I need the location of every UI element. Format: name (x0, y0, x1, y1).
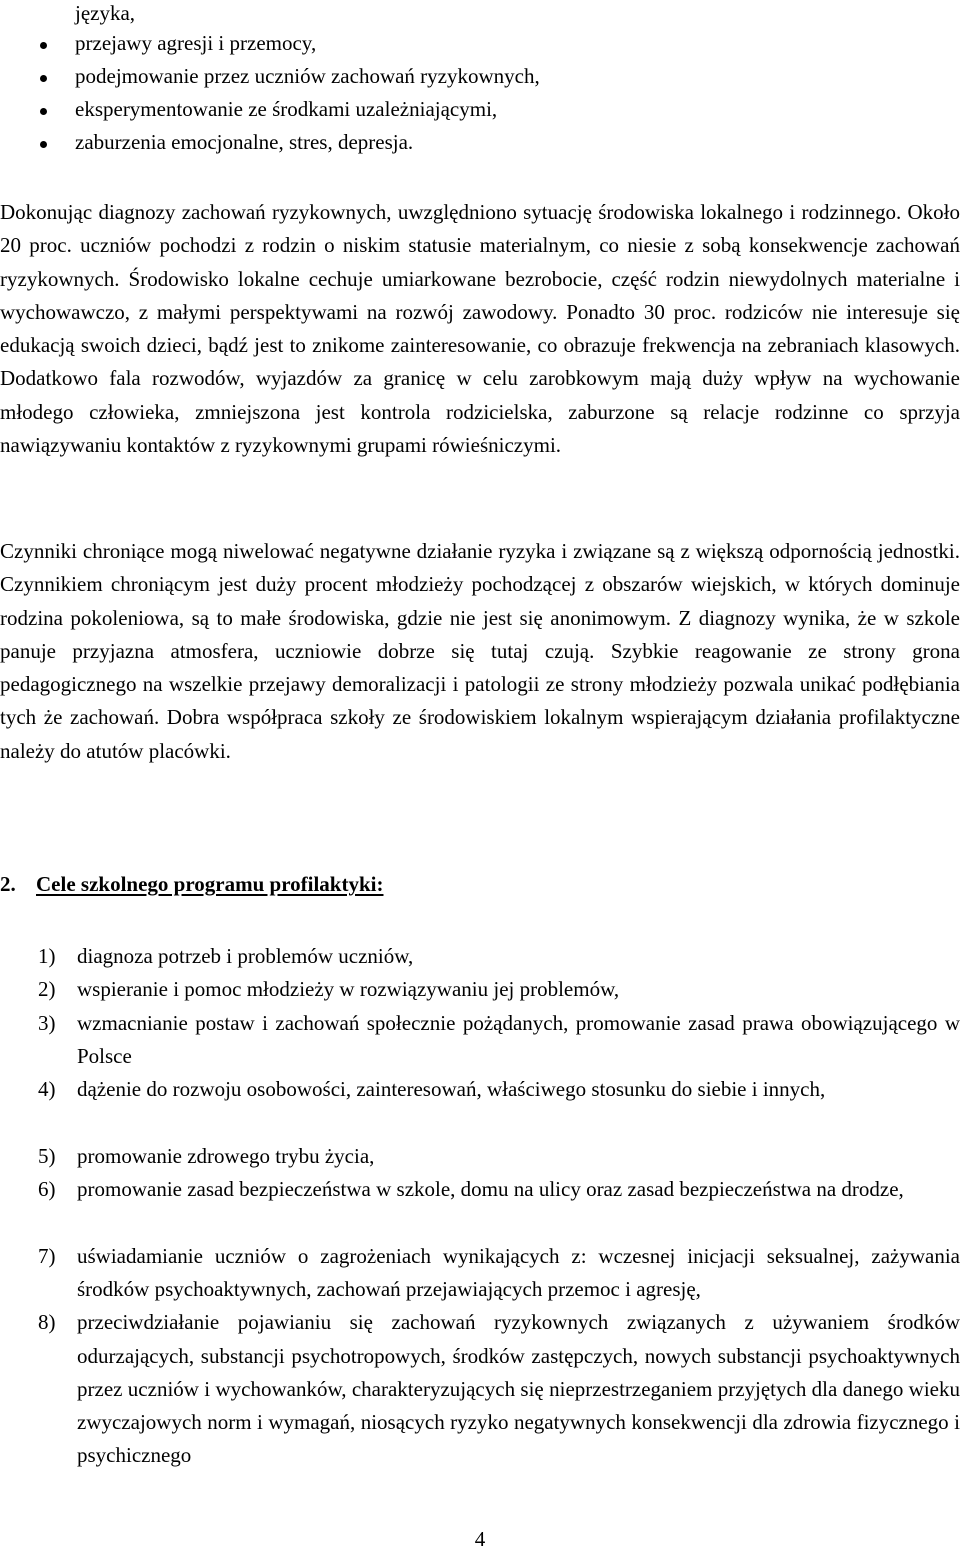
bullet-text: podejmowanie przez uczniów zachowań ryzykownych, (75, 64, 540, 88)
list-item-number: 6) (38, 1177, 56, 1202)
section-heading (0, 872, 383, 897)
list-item-text: diagnoza potrzeb i problemów uczniów, (77, 944, 414, 968)
bullet-text: przejawy agresji i przemocy, (75, 31, 317, 55)
paragraph-diagnosis: Dokonując diagnozy zachowań ryzykownych, uwzględniono sytuację środowiska lokalnego i rodzinnego. Około 20 proc. uczniów pochodzi z rodzin o niskim statusie materialnym, co niesie z sobą konsekwencje zachowań ryzykownych. Środowisko lokalne cechuje umiarkowane bezrobocie, część rodzin niewydolnych materialne i wychowawczo, z małymi perspektywami na rozwój zawodowy. Ponadto 30 proc. rodziców nie interesuje się edukacją swoich dzieci, bądź jest to znikome zainteresowanie, co obrazuje frekwencja na zebraniach klasowych. Dodatkowo fala rozwodów, wyjazdów za granicę w celu zarobkowym mają duży wpływ na wychowanie młodego człowieka, zmniejszona jest kontrola rodzicielska, zaburzone są relacje rodzinne co sprzyja nawiązywaniu kontaktów z ryzykownymi grupami rówieśniczymi. (0, 200, 960, 458)
list-item-number: 1) (38, 944, 56, 968)
list-item-number: 5) (38, 1143, 56, 1168)
list-item-number: 2) (38, 977, 56, 1002)
list-item-text: promowanie zdrowego trybu życia, (77, 1143, 375, 1168)
bullet-text: zaburzenia emocjonalne, stres, depresja. (75, 130, 414, 154)
bullet-text: eksperymentowanie ze środkami uzależniającymi, (75, 97, 498, 121)
list-item-text: wspieranie i pomoc młodzieży w rozwiązywaniu jej problemów, (77, 977, 620, 1002)
bullet-item (0, 129, 960, 162)
list-item-text: dążenie do rozwoju osobowości, zainteresowań, właściwego stosunku do siebie i innych, (77, 1077, 826, 1102)
bullet-dot-icon (40, 141, 47, 148)
bullet-item (0, 96, 960, 129)
list-item-number: 7) (38, 1243, 56, 1268)
list-item-text: wzmacnianie postaw i zachowań społecznie pożądanych, promowanie zasad prawa obowiązującego w Polsce (77, 1010, 960, 1068)
list-item-text: przeciwdziałanie pojawianiu się zachowań ryzykownych związanych z używaniem środków odurzających, substancji psychotropowych, środków zastępczych, nowych substancji psychoaktywnych przez uczniów i wychowanków, charakteryzujących się nieprzestrzeganiem przyjętych dla danego wieku zwyczajowych norm i wymagań, niosących ryzyko negatywnych konsekwencji dla zdrowia fizycznego i psychicznego (77, 1310, 960, 1468)
page-number: 4 (474, 1527, 486, 1551)
bullet-item (0, 30, 960, 63)
list-item-text: uświadamianie uczniów o zagrożeniach wynikających z: wczesnej inicjacji seksualnej, zażywania środków psychoaktywnych, zachowań przejawiających przemoc i agresję, (77, 1243, 960, 1301)
bullet-dot-icon (40, 75, 47, 82)
list-item-number: 3) (38, 1010, 56, 1035)
bullet-dot-icon (40, 42, 47, 49)
continuation-text: języka, (75, 1, 136, 25)
list-item-number: 4) (38, 1077, 56, 1102)
bullet-item (0, 63, 960, 96)
bullet-dot-icon (40, 108, 47, 115)
section-title: Cele szkolnego programu profilaktyki: (36, 872, 384, 896)
section-number: 2. (0, 872, 16, 896)
list-item-text: promowanie zasad bezpieczeństwa w szkole, domu na ulicy oraz zasad bezpieczeństwa na drodze, (77, 1177, 904, 1202)
paragraph-protective-factors: Czynniki chroniące mogą niwelować negatywne działanie ryzyka i związane są z większą odpornością jednostki. Czynnikiem chroniącym jest duży procent młodzieży pochodzącej z obszarów wiejskich, w których dominuje rodzina pokoleniowa, są to małe środowiska, gdzie nie jest się anonimowym. Z diagnozy wynika, że w szkole panuje przyjazna atmosfera, uczniowie dobrze się tutaj czują. Szybkie reagowanie ze strony grona pedagogicznego na wszelkie przejawy demoralizacji i patologii ze strony młodzieży pozwala unikać podłębiania tych że zachowań. Dobra współpraca szkoły ze środowiskiem lokalnym wspierającym działania profilaktyczne należy do atutów placówki. (0, 539, 960, 763)
list-item-number: 8) (38, 1310, 56, 1335)
